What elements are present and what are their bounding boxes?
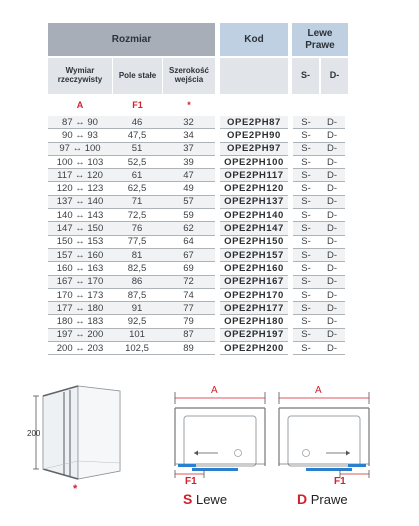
cell-szerokosc: 87 bbox=[162, 328, 215, 341]
cell-pole: 46 bbox=[112, 116, 162, 129]
cell-kod: OPE2PH97 bbox=[220, 142, 288, 155]
cell-pole: 62,5 bbox=[112, 182, 162, 195]
cell-szerokosc: 64 bbox=[162, 235, 215, 248]
cell-kod: OPE2PH160 bbox=[220, 262, 288, 275]
header-kod: Kod bbox=[220, 23, 288, 56]
table-row bbox=[48, 155, 345, 168]
cell-s: S- bbox=[293, 342, 319, 355]
cell-pole: 47,5 bbox=[112, 129, 162, 142]
cell-pole: 87,5 bbox=[112, 288, 162, 301]
cell-kod: OPE2PH120 bbox=[220, 182, 288, 195]
ref-a: A bbox=[76, 100, 84, 110]
cell-szerokosc: 34 bbox=[162, 129, 215, 142]
cell-d: D- bbox=[319, 209, 345, 222]
plan-left-f1: F1 bbox=[185, 476, 197, 487]
plan-right-a: A bbox=[315, 385, 322, 396]
cell-wymiar: 137 ↔ 140 bbox=[48, 195, 112, 208]
cell-s: S- bbox=[293, 302, 319, 315]
cell-d: D- bbox=[319, 315, 345, 328]
cell-pole: 77,5 bbox=[112, 235, 162, 248]
cell-s: S- bbox=[293, 288, 319, 301]
cell-wymiar: 147 ↔ 150 bbox=[48, 222, 112, 235]
cell-szerokosc: 79 bbox=[162, 315, 215, 328]
cell-szerokosc: 49 bbox=[162, 182, 215, 195]
cell-pole: 91 bbox=[112, 302, 162, 315]
table-row bbox=[48, 195, 345, 208]
cell-szerokosc: 62 bbox=[162, 222, 215, 235]
table-row bbox=[48, 342, 345, 355]
cell-wymiar: 120 ↔ 123 bbox=[48, 182, 112, 195]
cell-pole: 101 bbox=[112, 328, 162, 341]
cell-d: D- bbox=[319, 342, 345, 355]
cell-s: S- bbox=[293, 328, 319, 341]
header-kod-blank bbox=[220, 58, 288, 94]
cell-wymiar: 97 ↔ 100 bbox=[48, 142, 112, 155]
ref-f1: F1 bbox=[132, 100, 143, 110]
cell-wymiar: 200 ↔ 203 bbox=[48, 342, 112, 355]
plan-left-a: A bbox=[211, 385, 218, 396]
cell-s: S- bbox=[293, 209, 319, 222]
cell-d: D- bbox=[319, 129, 345, 142]
cell-pole: 52,5 bbox=[112, 155, 162, 168]
cell-wymiar: 160 ↔ 163 bbox=[48, 262, 112, 275]
cell-s: S- bbox=[293, 222, 319, 235]
cell-szerokosc: 37 bbox=[162, 142, 215, 155]
plan-left-caption bbox=[183, 491, 227, 507]
cell-kod: OPE2PH170 bbox=[220, 288, 288, 301]
cell-wymiar: 177 ↔ 180 bbox=[48, 302, 112, 315]
table-row bbox=[48, 116, 345, 129]
cell-szerokosc: 69 bbox=[162, 262, 215, 275]
cell-d: D- bbox=[319, 182, 345, 195]
height-label: 200 bbox=[27, 429, 41, 438]
cell-pole: 102,5 bbox=[112, 342, 162, 355]
cell-d: D- bbox=[319, 235, 345, 248]
plan-right-name: Prawe bbox=[310, 492, 348, 507]
cell-d: D- bbox=[319, 222, 345, 235]
cell-wymiar: 90 ↔ 93 bbox=[48, 129, 112, 142]
table-row bbox=[48, 328, 345, 341]
table-row bbox=[48, 235, 345, 248]
header-orientation: Lewe Prawe bbox=[292, 23, 348, 56]
cell-kod: OPE2PH197 bbox=[220, 328, 288, 341]
cell-kod: OPE2PH140 bbox=[220, 209, 288, 222]
cell-pole: 72,5 bbox=[112, 209, 162, 222]
cell-s: S- bbox=[293, 195, 319, 208]
cell-d: D- bbox=[319, 288, 345, 301]
table-row bbox=[48, 182, 345, 195]
plan-left-name: Lewe bbox=[195, 492, 228, 507]
cell-szerokosc: 67 bbox=[162, 248, 215, 261]
table-row bbox=[48, 315, 345, 328]
header-wymiar: Wymiar rzeczywisty bbox=[48, 58, 112, 94]
cell-pole: 86 bbox=[112, 275, 162, 288]
header-d: D- bbox=[321, 58, 348, 94]
table-row bbox=[48, 209, 345, 222]
cell-szerokosc: 57 bbox=[162, 195, 215, 208]
cell-kod: OPE2PH177 bbox=[220, 302, 288, 315]
cell-d: D- bbox=[319, 169, 345, 182]
plan-right-f1: F1 bbox=[334, 476, 346, 487]
cell-wymiar: 157 ↔ 160 bbox=[48, 248, 112, 261]
ref-star: * bbox=[187, 100, 191, 110]
plan-right-diagram bbox=[274, 388, 374, 483]
cell-szerokosc: 72 bbox=[162, 275, 215, 288]
cell-kod: OPE2PH147 bbox=[220, 222, 288, 235]
cell-wymiar: 150 ↔ 153 bbox=[48, 235, 112, 248]
table-row bbox=[48, 129, 345, 142]
cell-d: D- bbox=[319, 328, 345, 341]
cell-d: D- bbox=[319, 248, 345, 261]
cell-s: S- bbox=[293, 155, 319, 168]
plan-left-code: S bbox=[183, 491, 193, 507]
cell-szerokosc: 47 bbox=[162, 169, 215, 182]
cell-szerokosc: 74 bbox=[162, 288, 215, 301]
header-rozmiar: Rozmiar bbox=[48, 23, 215, 56]
cell-szerokosc: 89 bbox=[162, 342, 215, 355]
cell-kod: OPE2PH100 bbox=[220, 155, 288, 168]
header-szerokosc: Szerokość wejścia bbox=[163, 58, 215, 94]
cell-wymiar: 100 ↔ 103 bbox=[48, 155, 112, 168]
cell-d: D- bbox=[319, 195, 345, 208]
cell-wymiar: 180 ↔ 183 bbox=[48, 315, 112, 328]
table-row bbox=[48, 169, 345, 182]
entry-star: * bbox=[73, 483, 78, 495]
cell-kod: OPE2PH117 bbox=[220, 169, 288, 182]
cell-kod: OPE2PH180 bbox=[220, 315, 288, 328]
cell-d: D- bbox=[319, 275, 345, 288]
table-row bbox=[48, 275, 345, 288]
cell-pole: 81 bbox=[112, 248, 162, 261]
cell-s: S- bbox=[293, 262, 319, 275]
cell-pole: 82,5 bbox=[112, 262, 162, 275]
cell-s: S- bbox=[293, 129, 319, 142]
cell-s: S- bbox=[293, 169, 319, 182]
table-row bbox=[48, 288, 345, 301]
cell-kod: OPE2PH87 bbox=[220, 116, 288, 129]
cell-pole: 71 bbox=[112, 195, 162, 208]
plan-right-code: D bbox=[297, 491, 308, 507]
cell-pole: 61 bbox=[112, 169, 162, 182]
cell-kod: OPE2PH150 bbox=[220, 235, 288, 248]
cell-kod: OPE2PH157 bbox=[220, 248, 288, 261]
cell-s: S- bbox=[293, 182, 319, 195]
size-table bbox=[48, 116, 345, 355]
cell-szerokosc: 39 bbox=[162, 155, 215, 168]
shower-3d-diagram bbox=[28, 383, 128, 493]
cell-d: D- bbox=[319, 142, 345, 155]
cell-d: D- bbox=[319, 262, 345, 275]
cell-szerokosc: 32 bbox=[162, 116, 215, 129]
cell-wymiar: 197 ↔ 200 bbox=[48, 328, 112, 341]
cell-wymiar: 117 ↔ 120 bbox=[48, 169, 112, 182]
cell-pole: 92,5 bbox=[112, 315, 162, 328]
cell-wymiar: 167 ↔ 170 bbox=[48, 275, 112, 288]
cell-kod: OPE2PH90 bbox=[220, 129, 288, 142]
cell-d: D- bbox=[319, 302, 345, 315]
cell-d: D- bbox=[319, 116, 345, 129]
plan-right-caption bbox=[297, 491, 348, 507]
cell-pole: 76 bbox=[112, 222, 162, 235]
cell-szerokosc: 59 bbox=[162, 209, 215, 222]
plan-left-diagram bbox=[170, 388, 270, 483]
cell-s: S- bbox=[293, 235, 319, 248]
table-row bbox=[48, 262, 345, 275]
table-row bbox=[48, 302, 345, 315]
header-s: S- bbox=[292, 58, 319, 94]
table-row bbox=[48, 248, 345, 261]
cell-s: S- bbox=[293, 315, 319, 328]
cell-wymiar: 87 ↔ 90 bbox=[48, 116, 112, 129]
cell-s: S- bbox=[293, 116, 319, 129]
cell-s: S- bbox=[293, 142, 319, 155]
cell-kod: OPE2PH200 bbox=[220, 342, 288, 355]
table-row bbox=[48, 222, 345, 235]
header-pole: Pole stałe bbox=[113, 58, 162, 94]
cell-d: D- bbox=[319, 155, 345, 168]
cell-s: S- bbox=[293, 248, 319, 261]
cell-kod: OPE2PH167 bbox=[220, 275, 288, 288]
cell-szerokosc: 77 bbox=[162, 302, 215, 315]
table-row bbox=[48, 142, 345, 155]
cell-pole: 51 bbox=[112, 142, 162, 155]
cell-s: S- bbox=[293, 275, 319, 288]
cell-kod: OPE2PH137 bbox=[220, 195, 288, 208]
cell-wymiar: 170 ↔ 173 bbox=[48, 288, 112, 301]
cell-wymiar: 140 ↔ 143 bbox=[48, 209, 112, 222]
